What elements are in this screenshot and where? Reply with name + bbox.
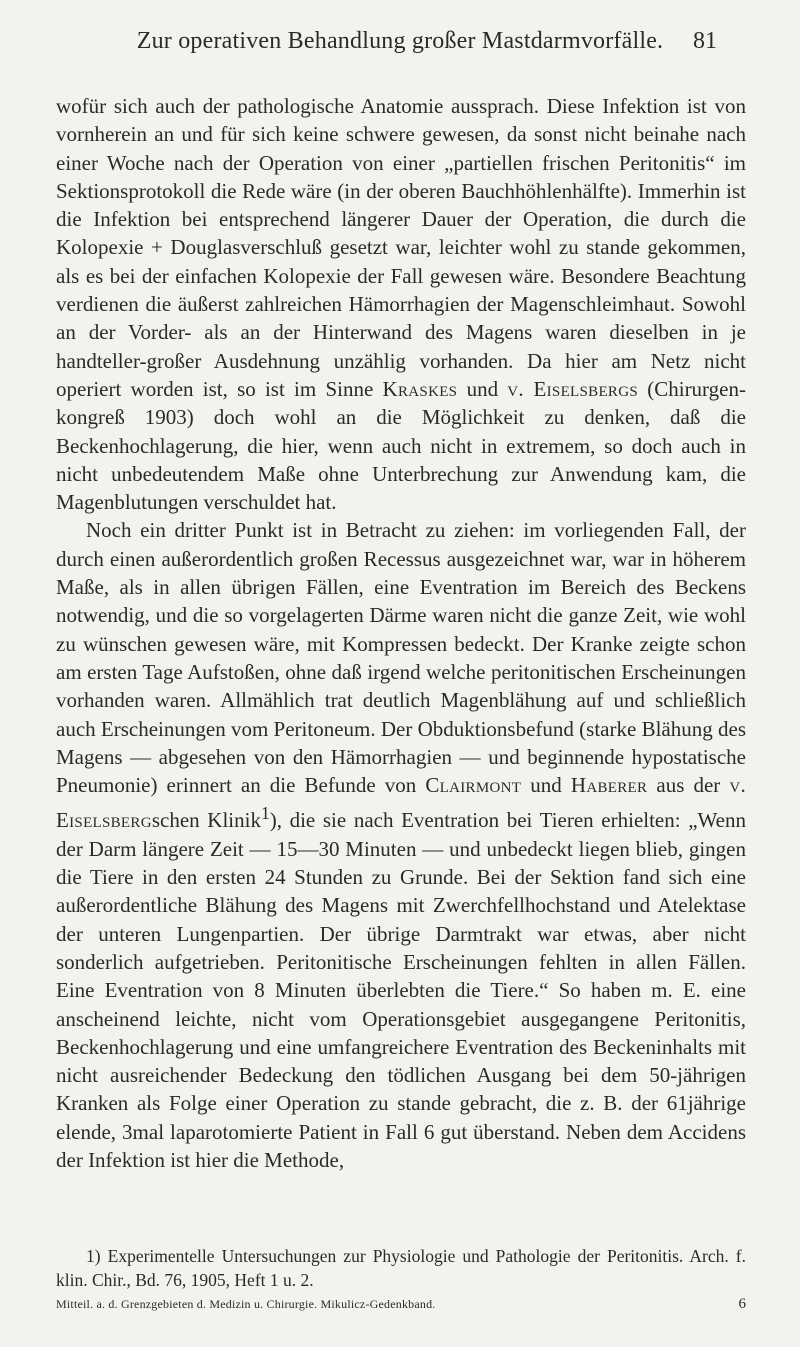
clinic-name-eiselsberg: v. Eiselsberg: [56, 773, 747, 833]
paragraph-2: [56, 516, 746, 1174]
author-name-kraske: Kraskes: [382, 376, 458, 401]
page-header: [0, 28, 800, 68]
author-name-clairmont: Clairmont: [425, 773, 522, 798]
author-name-haberer: Haberer: [570, 773, 648, 798]
body-text: [56, 92, 746, 1174]
clinic-suffix: schen Klinik: [151, 808, 261, 833]
paragraph-2-conjunction: und: [530, 773, 562, 798]
page-number: 81: [693, 28, 717, 54]
running-title: Zur operativen Behandlung großer Mastdarmvorfälle.: [136, 28, 664, 54]
paragraph-1-conjunction: und: [466, 376, 499, 401]
paragraph-1: [56, 92, 746, 516]
paragraph-1-text: wofür sich auch der pathologische Anatomie aussprach. Diese Infektion ist von vornherein an und für sich keine schwere gewesen, da sonst nicht beinahe nach einer Woche nach der Operation von einer „partiellen frischen Peritonitis“ im Sektionsprotokoll die Rede wäre (in der oberen Bauchhöhlenhälfte). Immerhin ist die Infektion bei entsprechend längerer Dauer der Operation, die durch die Kolopexie + Douglasverschluß gesetzt war, leichter wohl zu stande gekommen, als es bei der einfachen Kolopexie der Fall gewesen wäre. Besondere Beachtung verdienen die äußerst zahlreichen Hämorrhagien der Magenschleimhaut. Sowohl an der Vorder- als an der Hinterwand des Magens waren dieselben in je handteller-großer Ausdehnung unzählig vorhanden. Da hier am Netz nicht operiert worden ist, so ist im Sinne: [56, 94, 746, 401]
author-name-eiselsberg: v. Eiselsbergs: [507, 376, 638, 401]
paragraph-2-rest: ), die sie nach Eventration bei Tieren erhielten: „Wenn der Darm längere Zeit — 15—30 Minuten — und unbedeckt liegen blieb, gingen die Tiere in den ersten 24 Stunden zu Grunde. Bei der Sektion fand sich eine außerordentliche Blähung des Magens mit Zwerchfellhochstand und Atelektase der unteren Lungenpartien. Der übrige Darmtrakt war etwas, aber nicht sonderlich aufgetrieben. Peritonitische Erscheinungen fehlten in allen Fällen. Eine Eventration von 8 Minuten überlebten die Tiere.“ So haben m. E. eine anscheinend leichte, nicht vom Operationsgebiet ausgegangene Peritonitis, Beckenhochlagerung und eine umfangreichere Eventration des Beckeninhalts mit nicht ausreichender Bedeckung den tödlichen Ausgang bei dem 50-jährigen Kranken als Folge einer Operation zu stande gebracht, die z. B. der 61jährige elende, 3mal laparotomierte Patient in Fall 6 gut überstand. Neben dem Accidens der Infektion ist hier die Methode,: [56, 808, 747, 1172]
paragraph-1-end: (Chirurgen-kongreß 1903) doch wohl an die Möglichkeit zu denken, daß die Beckenhochlagerung, die hier, wenn auch nicht in extremem, so doch auch in nicht unbedeutendem Maße ohne Unterbrechung zur Anwendung kam, die Magenblutungen verschuldet hat.: [56, 376, 746, 515]
footnote-text: 1) Experimentelle Untersuchungen zur Physiologie und Pathologie der Peritonitis. Arch. f. klin. Chir., Bd. 76, 1905, Heft 1 u. 2.: [56, 1246, 746, 1290]
paragraph-2-text: Noch ein dritter Punkt ist in Betracht zu ziehen: im vorliegenden Fall, der durch einen außerordentlich großen Recessus ausgezeichnet war, war in höherem Maße, als in allen übrigen Fällen, eine Eventration im Bereich des Beckens notwendig, und die so vorgelagerten Därme waren nicht die ganze Zeit, wie wohl zu wünschen gewesen wäre, mit Kompressen bedeckt. Der Kranke zeigte schon am ersten Tage Aufstoßen, ohne daß irgend welche peritonitischen Erscheinungen vorhanden waren. Allmählich trat deutlich Magenblähung auf und schließlich auch Erscheinungen vom Peritoneum. Der Obduktionsbefund (starke Blähung des Magens — abgesehen von den Hämorrhagien — und beginnende hypostatische Pneumonie) erinnert an die Befunde von: [56, 518, 746, 798]
signature-mark: 6: [738, 1296, 746, 1312]
imprint-text: Mitteil. a. d. Grenzgebieten d. Medizin u. Chirurgie. Mikulicz-Gedenkband.: [56, 1297, 436, 1311]
footnote: [56, 1244, 746, 1292]
paragraph-2-connector: aus der: [656, 773, 721, 798]
footnote-reference: 1: [260, 803, 270, 824]
